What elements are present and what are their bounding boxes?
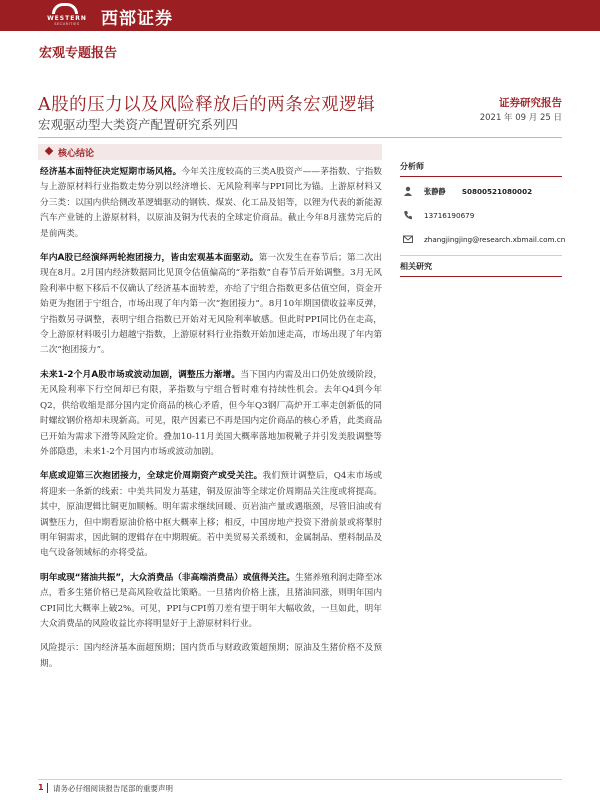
paragraph-lead: 未来1-2个月A股市场或波动加剧，调整压力渐增。: [40, 369, 241, 380]
report-type: 宏观专题报告: [39, 46, 118, 61]
section-label: 核心结论: [58, 149, 95, 159]
analyst-email-row: [400, 233, 566, 249]
footer-divider: [38, 779, 562, 780]
body-paragraph-4: [40, 469, 382, 561]
footer-disclaimer: 请务必仔细阅读报告尾部的重要声明: [53, 784, 173, 793]
paragraph-body: 当下国内内需及出口仍处放缓阶段，无风险利率下行空间却已有限，茅指数与宁组合暂时难有持续性机会。去年Q4到今年Q2，供给收缩是部分国内定价商品的核心矛盾，但今年Q3钢厂高炉开工率走创新低的同时螺纹钢价格却未现新高。可见，限产因素已不再是国内定价商品的核心矛盾，此类商品已开始为需求下滑等风险定价。叠加10-11月美国大概率落地加税靴子并引发美股调整等外部隐患，未来1-2个月国内市场或波动加剧。: [40, 369, 383, 457]
paragraph-lead: 年底或迎第三次抱团接力，全球定价周期资产或受关注。: [40, 471, 263, 482]
body-paragraph-1: [40, 165, 382, 242]
brand-logo-en: WESTERN: [47, 15, 87, 22]
footer-separator: [47, 783, 48, 793]
paragraph-body: 今年关注度较高的三类A股资产——茅指数、宁指数与上游原材料行业指数走势分别以经济增长、无风险利率与PPI同比为锚。上游原材料又分三类：以国内供给侧改革逻辑驱动的钢铁、煤炭、化工品及铝等，以锂为代表的新能源汽车产业链的上游原材料，以原油及铜为代表的全球定价商品。截止今年8月涨势完后的是前两类。: [40, 167, 382, 239]
header-band: [0, 0, 600, 31]
brand-name-cn: 西部证券: [101, 9, 173, 29]
paragraph-body: 第一次发生在春节后；第二次出现在8月。2月国内经济数据同比见顶令估值偏高的“茅指数”自春节后开始调整。3月无风险利率中枢下移后不仅确认了经济基本面转差，亦给了宁组合指数更多估值空间，资金开始更为抱团于宁组合，市场出现了年内第一次“抱团接力”。8月10年期国债收益率反弹，宁指数另寻调整，表明宁组合指数已开始对无风险利率敏感。但此时PPI同比仍在走高，令上游原材料吸引力超越宁指数，上游原材料行业指数开始加速走高，市场出现了年内第二次“抱团接力”。: [40, 253, 382, 356]
sidebar-divider: [400, 255, 562, 256]
brand-logo: [38, 3, 96, 27]
person-icon: [403, 186, 413, 196]
main-body: [40, 165, 382, 681]
analyst-heading: 分析师: [400, 161, 562, 177]
related-research-heading: 相关研究: [400, 261, 562, 277]
paragraph-lead: 经济基本面特征决定短期市场风格。: [40, 167, 182, 177]
body-paragraph-5: [40, 571, 382, 633]
paragraph-lead: 年内A股已经演绎两轮抱团接力，皆由宏观基本面驱动。: [40, 253, 259, 264]
report-title: A股的压力以及风险释放后的两条宏观逻辑: [38, 95, 376, 115]
analyst-phone-row: [400, 209, 562, 225]
paragraph-body: 生猪养殖利润走降至冰点，看多生猪价格已是高风险收益比策略。一旦猪肉价格上涨，且猪油同涨，则明年国内CPI同比大概率上破2%。可见，PPI与CPI剪刀差有望于明年大幅收敛，一旦如此，明年大众消费品的风险收益比亦将明显好于上游原材料行业。: [40, 572, 383, 629]
brand-logo-en-sub: SECURITIES: [54, 22, 80, 26]
analyst-email[interactable]: zhangjingjing@research.xbmail.com.cn: [424, 235, 566, 244]
page-number: 1: [38, 783, 44, 792]
email-icon: [403, 234, 413, 244]
analyst-name-row: [400, 185, 562, 201]
section-header: [38, 144, 382, 160]
report-subtitle: 宏观驱动型大类资产配置研究系列四: [38, 117, 239, 132]
paragraph-lead: 明年或现“猪油共振”，大众消费品（非高端消费品）或值得关注。: [40, 572, 296, 583]
title-divider: [38, 137, 562, 138]
analyst-sidebar: [400, 161, 566, 277]
brand-logo-mark: [52, 3, 78, 14]
body-paragraph-3: [40, 368, 382, 460]
paragraph-body: 我们预计调整后，Q4末市场或将迎来一条新的线索：中美共同发力基建，铜及原油等全球定价周期品关注度或将提高。其中，原油逻辑比铜更加顺畅。明年需求继续回暖、页岩油产量或遇瓶颈，尽管旧油或有调整压力，但中期看原油价格中枢大概率上移；相反，中国房地产投资下滑前景或将掣肘明年铜需求，因此铜的逻辑存在中期瑕疵。若中美贸易关系缓和，金属制品、塑料制品及电气设备领域标的亦将受益。: [40, 471, 382, 559]
phone-icon: [403, 210, 413, 220]
section-bullet-icon: [45, 147, 53, 155]
risk-note: 风险提示：国内经济基本面超预期；国内货币与财政政策超预期；原油及生猪价格不及预期。: [40, 643, 382, 669]
report-category: 证券研究报告: [499, 97, 562, 109]
analyst-phone: 13716190679: [424, 211, 475, 220]
report-date: 2021 年 09 月 25 日: [479, 113, 562, 123]
body-paragraph-2: [40, 251, 382, 359]
analyst-name: 张静静: [424, 187, 446, 196]
analyst-certificate: S0800521080002: [461, 187, 533, 196]
